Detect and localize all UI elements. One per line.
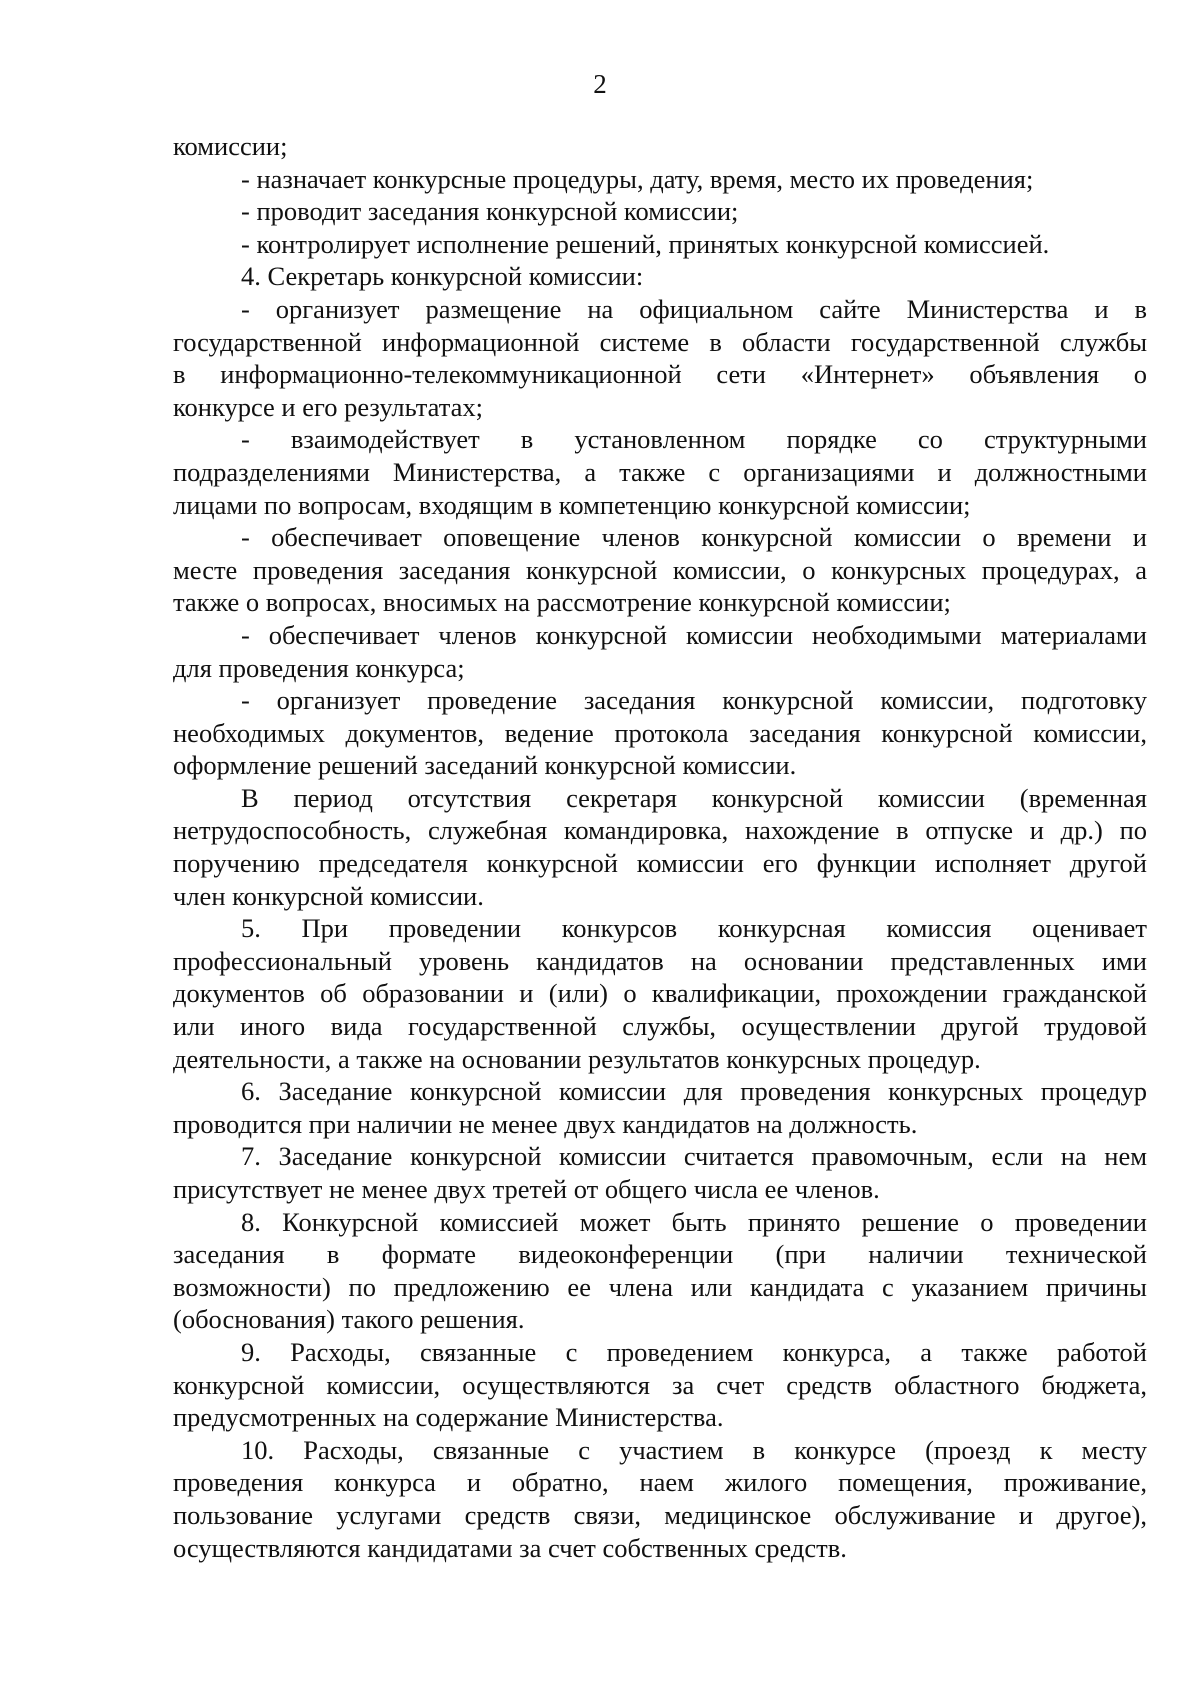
text-line: необходимых документов, ведение протокола заседания конкурсной комиссии,: [173, 717, 1147, 748]
text-line: - проводит заседания конкурсной комиссии;: [241, 196, 739, 227]
text-line: также о вопросах, вносимых на рассмотрение конкурсной комиссии;: [173, 587, 951, 618]
text-line: проведения конкурса и обратно, наем жилого помещения, проживание,: [173, 1467, 1147, 1498]
text-line: 10. Расходы, связанные с участием в конкурсе (проезд к месту: [241, 1434, 1147, 1465]
text-line: 7. Заседание конкурсной комиссии считается правомочным, если на нем: [241, 1141, 1147, 1172]
text-line: возможности) по предложению ее члена или кандидата с указанием причины: [173, 1271, 1147, 1302]
text-line: документов об образовании и (или) о квалификации, прохождении гражданской: [173, 978, 1147, 1009]
text-line: конкурсе и его результатах;: [173, 391, 483, 422]
text-line: 5. При проведении конкурсов конкурсная комиссия оценивает: [241, 913, 1147, 944]
text-line: 4. Секретарь конкурсной комиссии:: [241, 261, 644, 292]
text-line: 6. Заседание конкурсной комиссии для проведения конкурсных процедур: [241, 1076, 1147, 1107]
text-line: профессиональный уровень кандидатов на основании представленных ими: [173, 945, 1147, 976]
text-line: 8. Конкурсной комиссией может быть принято решение о проведении: [241, 1206, 1147, 1237]
text-line: деятельности, а также на основании результатов конкурсных процедур.: [173, 1043, 981, 1074]
text-line: проводится при наличии не менее двух кандидатов на должность.: [173, 1108, 918, 1139]
text-line: или иного вида государственной службы, осуществлении другой трудовой: [173, 1011, 1147, 1042]
text-line: - организует размещение на официальном сайте Министерства и в: [241, 293, 1147, 324]
text-line: заседания в формате видеоконференции (при наличии технической: [173, 1239, 1147, 1270]
text-line: - обеспечивает оповещение членов конкурсной комиссии о времени и: [241, 522, 1147, 553]
text-line: поручению председателя конкурсной комиссии его функции исполняет другой: [173, 848, 1147, 879]
text-line: - организует проведение заседания конкурсной комиссии, подготовку: [241, 685, 1147, 716]
text-line: осуществляются кандидатами за счет собственных средств.: [173, 1532, 847, 1563]
text-line: комиссии;: [173, 131, 288, 161]
document-body: [173, 130, 1147, 1564]
text-line: пользование услугами средств связи, медицинское обслуживание и другое),: [173, 1499, 1147, 1530]
text-line: оформление решений заседаний конкурсной комиссии.: [173, 750, 797, 781]
text-line: - обеспечивает членов конкурсной комиссии необходимыми материалами: [241, 619, 1147, 650]
text-line: присутствует не менее двух третей от общего числа ее членов.: [173, 1174, 880, 1204]
text-line: 9. Расходы, связанные с проведением конкурса, а также работой: [241, 1336, 1147, 1367]
text-line: - взаимодействует в установленном порядке со структурными: [241, 424, 1147, 455]
text-line: (обоснования) такого решения.: [173, 1304, 525, 1335]
text-line: - назначает конкурсные процедуры, дату, время, место их проведения;: [241, 163, 1034, 194]
text-line: в информационно-телекоммуникационной сети «Интернет» объявления о: [173, 359, 1147, 390]
text-line: В период отсутствия секретаря конкурсной комиссии (временная: [241, 782, 1147, 813]
text-line: подразделениями Министерства, а также с организациями и должностными: [173, 456, 1147, 487]
text-line: месте проведения заседания конкурсной комиссии, о конкурсных процедурах, а: [173, 554, 1147, 585]
text-line: - контролирует исполнение решений, принятых конкурсной комиссией.: [241, 228, 1050, 259]
page-number: 2: [593, 69, 607, 99]
text-line: предусмотренных на содержание Министерства.: [173, 1402, 724, 1433]
text-line: конкурсной комиссии, осуществляются за счет средств областного бюджета,: [173, 1369, 1147, 1400]
text-line: для проведения конкурса;: [173, 652, 465, 683]
text-line: государственной информационной системе в области государственной службы: [173, 326, 1147, 357]
text-line: лицами по вопросам, входящим в компетенцию конкурсной комиссии;: [173, 489, 971, 520]
text-line: член конкурсной комиссии.: [173, 880, 484, 911]
text-line: нетрудоспособность, служебная командировка, нахождение в отпуске и др.) по: [173, 815, 1147, 846]
